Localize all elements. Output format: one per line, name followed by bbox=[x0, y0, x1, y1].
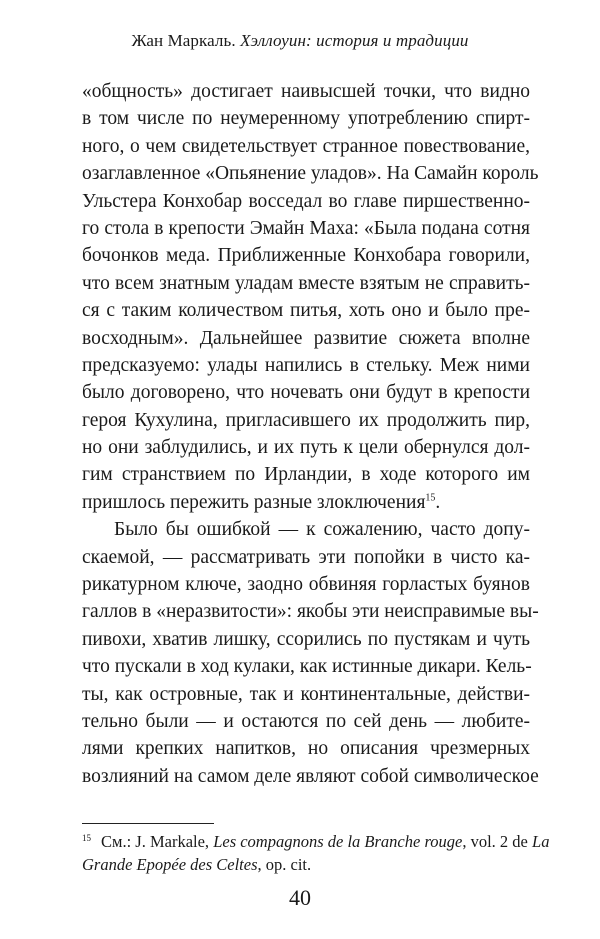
footnote-reference-suffix: . bbox=[435, 491, 441, 513]
text-line: гим странствием по Ирландии, в ходе которого им bbox=[82, 464, 530, 486]
text-line: что пускали в ход кулаки, как истинные дикари. Кель- bbox=[82, 656, 532, 678]
text-line: го стола в крепости Эмайн Маха: «Была подана сотня bbox=[82, 217, 530, 239]
text-line: лями крепких напитков, но описания чрезмерных bbox=[82, 738, 530, 760]
text-line: галлов в «неразвитости»: якобы эти неисправимые вы- bbox=[82, 601, 539, 623]
footnote bbox=[82, 830, 550, 876]
text-line: восходным». Дальнейшее развитие сюжета вполне bbox=[82, 327, 530, 349]
running-header bbox=[0, 31, 600, 51]
footnote-reference[interactable]: 15 bbox=[425, 492, 436, 504]
text-line: но они заблудились, и их путь к цели обернулся дол- bbox=[82, 437, 530, 459]
text-line: ся с таким количеством питья, хоть оно и было пре- bbox=[82, 300, 530, 322]
text-line: скаемой, — рассматривать эти попойки в чисто ка- bbox=[82, 546, 530, 568]
text-line: пивохи, хватив лишку, ссорились по пустякам и чуть bbox=[82, 628, 530, 650]
text-line-paragraph-start: Было бы ошибкой — к сожалению, часто допу- bbox=[114, 519, 530, 541]
text-line: «общность» достигает наивысшей точки, что видно bbox=[82, 81, 530, 102]
text-line: бочонков меда. Приближенные Конхобара говорили, bbox=[82, 245, 530, 267]
text-line: рикатурном ключе, заодно обвиняя горластых буянов bbox=[82, 574, 530, 596]
page-number: 40 bbox=[289, 885, 311, 910]
text-line: в том числе по неумеренному употреблению спирт- bbox=[82, 108, 530, 130]
text-line: Ульстера Конхобар восседал во главе пиршественно- bbox=[82, 190, 530, 212]
text-line: тельно были — и остаются по сей день — любите- bbox=[82, 710, 530, 732]
footnote-separator bbox=[82, 823, 214, 824]
header-author: Жан Маркаль. bbox=[131, 31, 236, 50]
text-line: предсказуемо: улады напились в стельку. Меж ними bbox=[82, 354, 530, 376]
footnote-mark: 15 bbox=[82, 832, 91, 843]
text-line: было договорено, что ночевать они будут в крепости bbox=[82, 382, 530, 404]
footnote-line bbox=[82, 853, 530, 876]
footnote-middle: , vol. 2 de bbox=[462, 832, 533, 851]
footnote-line bbox=[82, 830, 550, 853]
text-line: озаглавленное «Опьянение уладов». На Самайн король bbox=[82, 163, 539, 185]
main-text bbox=[82, 78, 539, 790]
text-line: героя Кухулина, пригласившего их продолжить пир, bbox=[82, 409, 530, 431]
footnote-prefix: См.: J. Markale, bbox=[101, 832, 214, 851]
text-line-paragraph-end bbox=[82, 489, 530, 516]
footnote-book-title: Les compagnons de la Branche rouge bbox=[213, 832, 463, 851]
text-line: что всем знатным уладам вместе взятым не справить- bbox=[82, 272, 530, 294]
header-book-title: Хэллоуин: история и традиции bbox=[240, 31, 469, 50]
text-line: ного, о чем свидетельствует странное повествование, bbox=[82, 135, 530, 157]
footnote-series-title-start: La bbox=[532, 832, 550, 851]
text-line: ты, как островные, так и континентальные, действи- bbox=[82, 683, 530, 705]
text-line: возлияний на самом деле являют собой символическое bbox=[82, 765, 539, 787]
footnote-series-title-end: Grande Epopée des Celtes bbox=[82, 855, 258, 874]
text-line-content: пришлось пережить разные злоключения bbox=[82, 491, 426, 513]
footnote-suffix: , op. cit. bbox=[257, 855, 312, 874]
